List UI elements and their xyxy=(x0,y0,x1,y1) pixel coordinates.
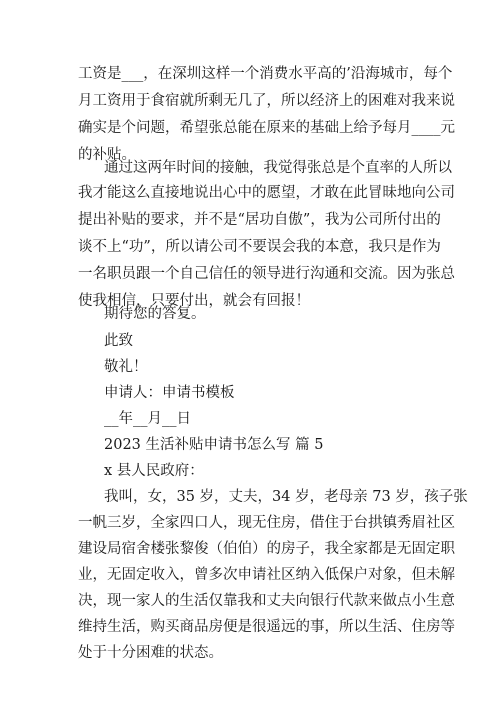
applicant-line: 申请人：申请书模板 xyxy=(104,385,235,401)
paragraph-3-line-7: 处于十分困难的状态。 xyxy=(78,645,223,661)
paragraph-3-line-5: 决，现一家人的生活仅靠我和丈夫向银行代款来做点小生意 xyxy=(78,593,455,609)
paragraph-2-line-5: 一名职员跟一个自己信任的领导进行沟通和交流。因为张总 xyxy=(78,266,455,282)
paragraph-1-line-2: 月工资用于食宿就所剩无几了，所以经济上的困难对我来说 xyxy=(78,93,455,109)
paragraph-1-line-1: 工资是___，在深圳这样一个消费水平高的’沿海城市，每个 xyxy=(78,66,453,82)
salutation-line-1: 此致 xyxy=(104,333,133,349)
salutation-line-2: 敬礼！ xyxy=(104,359,148,375)
paragraph-3-line-6: 维持生活，购买商品房便是很遥远的事，所以生活、住房等 xyxy=(78,619,455,635)
section-title: 2023 生活补贴申请书怎么写 篇 5 xyxy=(104,437,324,453)
paragraph-3-line-1: 我叫，女，35 岁，丈夫，34 岁，老母亲 73 岁，孩子张 xyxy=(104,489,468,505)
addressee-line: x 县人民政府： xyxy=(104,463,204,479)
paragraph-1-line-3: 确实是个问题，希望张总能在原来的基础上给予每月____元 xyxy=(78,120,455,136)
date-line: __年__月__日 xyxy=(104,411,191,427)
paragraph-3-line-2: 一帆三岁，全家四口人，现无住房，借住于台拱镇秀眉社区 xyxy=(78,515,455,531)
paragraph-2-line-6: 使我相信，只要付出，就会有回报！ xyxy=(78,293,310,309)
paragraph-2-line-4: 谈不上“功”，所以请公司不要误会我的本意，我只是作为 xyxy=(78,239,441,255)
expectation-line: 期待您的答复。 xyxy=(104,306,206,322)
paragraph-2-line-3: 提出补贴的要求，并不是“居功自傲”，我为公司所付出的 xyxy=(78,212,441,228)
paragraph-3-line-3: 建设局宿舍楼张黎俊（伯伯）的房子，我全家都是无固定职 xyxy=(78,541,455,557)
paragraph-2-line-2: 我才能这么直接地说出心中的愿望，才敢在此冒昧地向公司 xyxy=(78,185,455,201)
paragraph-2-line-1: 通过这两年时间的接触，我觉得张总是个直率的人所以 xyxy=(104,160,452,176)
paragraph-1-line-4: 的补贴。 xyxy=(78,147,136,163)
paragraph-3-line-4: 业，无固定收入，曾多次申请社区纳入低保户对象，但未解 xyxy=(78,567,455,583)
